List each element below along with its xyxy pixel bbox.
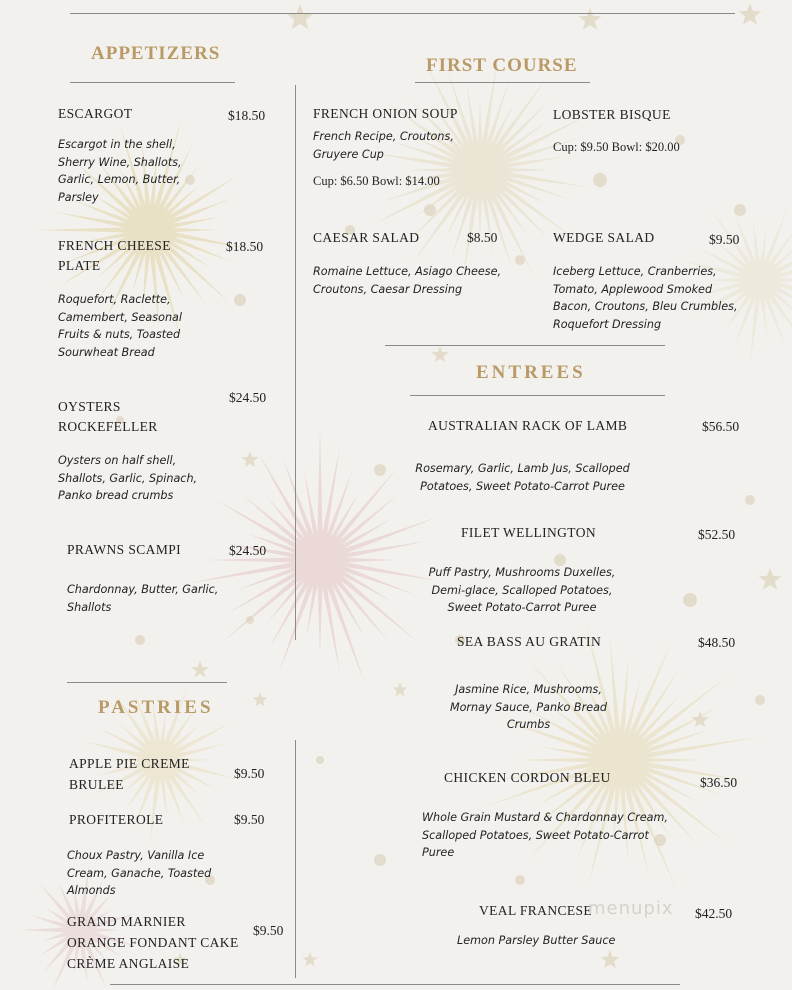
star-icon <box>191 661 208 677</box>
confetti-dot <box>683 593 697 607</box>
confetti-dot <box>593 173 607 187</box>
caesar-salad-price: $8.50 <box>467 230 498 245</box>
top-rule <box>70 13 735 14</box>
confetti-dot <box>246 616 254 624</box>
first-course-rule <box>415 82 590 83</box>
lobster-bisque-price: Cup: $9.50 Bowl: $20.00 <box>553 140 680 154</box>
veal-francese-name: VEAL FRANCESE <box>479 903 593 918</box>
oysters-rockefeller-price: $24.50 <box>229 390 267 405</box>
profiterole-name: PROFITEROLE <box>69 812 164 827</box>
column-divider-bottom <box>295 740 296 978</box>
oysters-rockefeller-description: Oysters on half shell, Shallots, Garlic, Spinach, Panko bread crumbs <box>58 454 198 502</box>
sea-bass-name: SEA BASS AU GRATIN <box>457 634 602 649</box>
french-cheese-plate-description: Roquefort, Raclette, Camembert, Seasonal Fruits & nuts, Toasted Sourwheat Bread <box>58 293 182 359</box>
star-icon <box>241 451 258 467</box>
menupix-watermark: menupix <box>588 898 674 919</box>
pastries-rule <box>67 682 227 683</box>
french-cheese-plate-name: FRENCH CHEESE PLATE <box>58 238 171 273</box>
star-icon <box>302 952 317 967</box>
star-icon <box>252 692 267 707</box>
apple-pie-creme-brulee-name: APPLE PIE CREME BRULEE <box>69 756 190 792</box>
escargot-price: $18.50 <box>228 108 266 123</box>
confetti-dot <box>745 495 755 505</box>
rack-of-lamb-price: $56.50 <box>702 419 740 434</box>
grand-marnier-name: GRAND MARNIER ORANGE FONDANT CAKE CRÈME ANGLAISE <box>67 914 239 971</box>
caesar-salad-name: CAESAR SALAD <box>313 230 420 245</box>
filet-wellington-price: $52.50 <box>698 527 736 542</box>
confetti-dot <box>515 875 525 885</box>
entrees-heading: ENTREES <box>476 362 586 383</box>
star-icon <box>759 568 782 590</box>
star-icon <box>287 4 314 29</box>
escargot-name: ESCARGOT <box>58 106 133 121</box>
chicken-cordon-bleu-price: $36.50 <box>700 775 738 790</box>
confetti-dot <box>135 635 145 645</box>
oysters-rockefeller-name: OYSTERS ROCKEFELLER <box>58 399 158 434</box>
french-onion-soup-name: FRENCH ONION SOUP <box>313 106 458 121</box>
confetti-dot <box>316 756 324 764</box>
french-onion-soup-description: French Recipe, Croutons, Gruyere Cup <box>313 130 454 161</box>
appetizers-rule <box>70 82 235 83</box>
prawns-scampi-description: Chardonnay, Butter, Garlic, Shallots <box>67 583 219 614</box>
prawns-scampi-price: $24.50 <box>229 543 267 558</box>
entrees-rule-bottom <box>410 395 665 396</box>
escargot-description: Escargot in the shell, Sherry Wine, Shallots, Garlic, Lemon, Butter, Parsley <box>58 138 182 204</box>
lobster-bisque-name: LOBSTER BISQUE <box>553 107 671 122</box>
first-course-heading: FIRST COURSE <box>426 55 578 76</box>
wedge-salad-price: $9.50 <box>709 232 740 247</box>
chicken-cordon-bleu-name: CHICKEN CORDON BLEU <box>444 770 611 785</box>
profiterole-description: Choux Pastry, Vanilla Ice Cream, Ganache, Toasted Almonds <box>67 849 212 897</box>
grand-marnier-price: $9.50 <box>253 923 284 938</box>
confetti-dot <box>374 464 386 476</box>
rack-of-lamb-name: AUSTRALIAN RACK OF LAMB <box>428 418 628 433</box>
rack-of-lamb-description: Rosemary, Garlic, Lamb Jus, Scalloped Potatoes, Sweet Potato-Carrot Puree <box>415 462 630 493</box>
confetti-dot <box>755 695 765 705</box>
confetti-dot <box>734 204 746 216</box>
chicken-cordon-bleu-description: Whole Grain Mustard & Chardonnay Cream, Scalloped Potatoes, Sweet Potato-Carrot Puree <box>422 811 668 859</box>
appetizers-heading: APPETIZERS <box>91 43 221 64</box>
wedge-salad-description: Iceberg Lettuce, Cranberries, Tomato, Applewood Smoked Bacon, Croutons, Bleu Crumbles, Roquefort Dressing <box>553 265 738 331</box>
star-icon <box>579 8 602 30</box>
confetti-dot <box>424 204 436 216</box>
wedge-salad-name: WEDGE SALAD <box>553 230 655 245</box>
confetti-dot <box>234 294 246 306</box>
entrees-rule-top <box>385 345 665 346</box>
profiterole-price: $9.50 <box>234 812 265 827</box>
veal-francese-price: $42.50 <box>695 906 733 921</box>
french-onion-soup-price: Cup: $6.50 Bowl: $14.00 <box>313 174 440 188</box>
star-icon <box>601 950 620 968</box>
confetti-dot <box>374 854 386 866</box>
apple-pie-creme-brulee-price: $9.50 <box>234 766 265 781</box>
star-icon <box>739 3 762 25</box>
prawns-scampi-name: PRAWNS SCAMPI <box>67 542 182 557</box>
caesar-salad-description: Romaine Lettuce, Asiago Cheese, Croutons, Caesar Dressing <box>313 265 502 296</box>
star-icon <box>431 346 448 362</box>
star-icon <box>392 682 407 697</box>
french-cheese-plate-price: $18.50 <box>226 239 264 254</box>
sea-bass-price: $48.50 <box>698 635 736 650</box>
sea-bass-description: Jasmine Rice, Mushrooms, Mornay Sauce, Panko Bread Crumbs <box>449 683 608 731</box>
filet-wellington-name: FILET WELLINGTON <box>461 525 597 540</box>
column-divider-top <box>295 85 296 640</box>
veal-francese-description: Lemon Parsley Butter Sauce <box>457 934 616 947</box>
filet-wellington-description: Puff Pastry, Mushrooms Duxelles, Demi-glace, Scalloped Potatoes, Sweet Potato-Carrot Puree <box>428 566 616 614</box>
pastries-heading: PASTRIES <box>98 697 214 718</box>
bottom-rule <box>110 984 680 985</box>
